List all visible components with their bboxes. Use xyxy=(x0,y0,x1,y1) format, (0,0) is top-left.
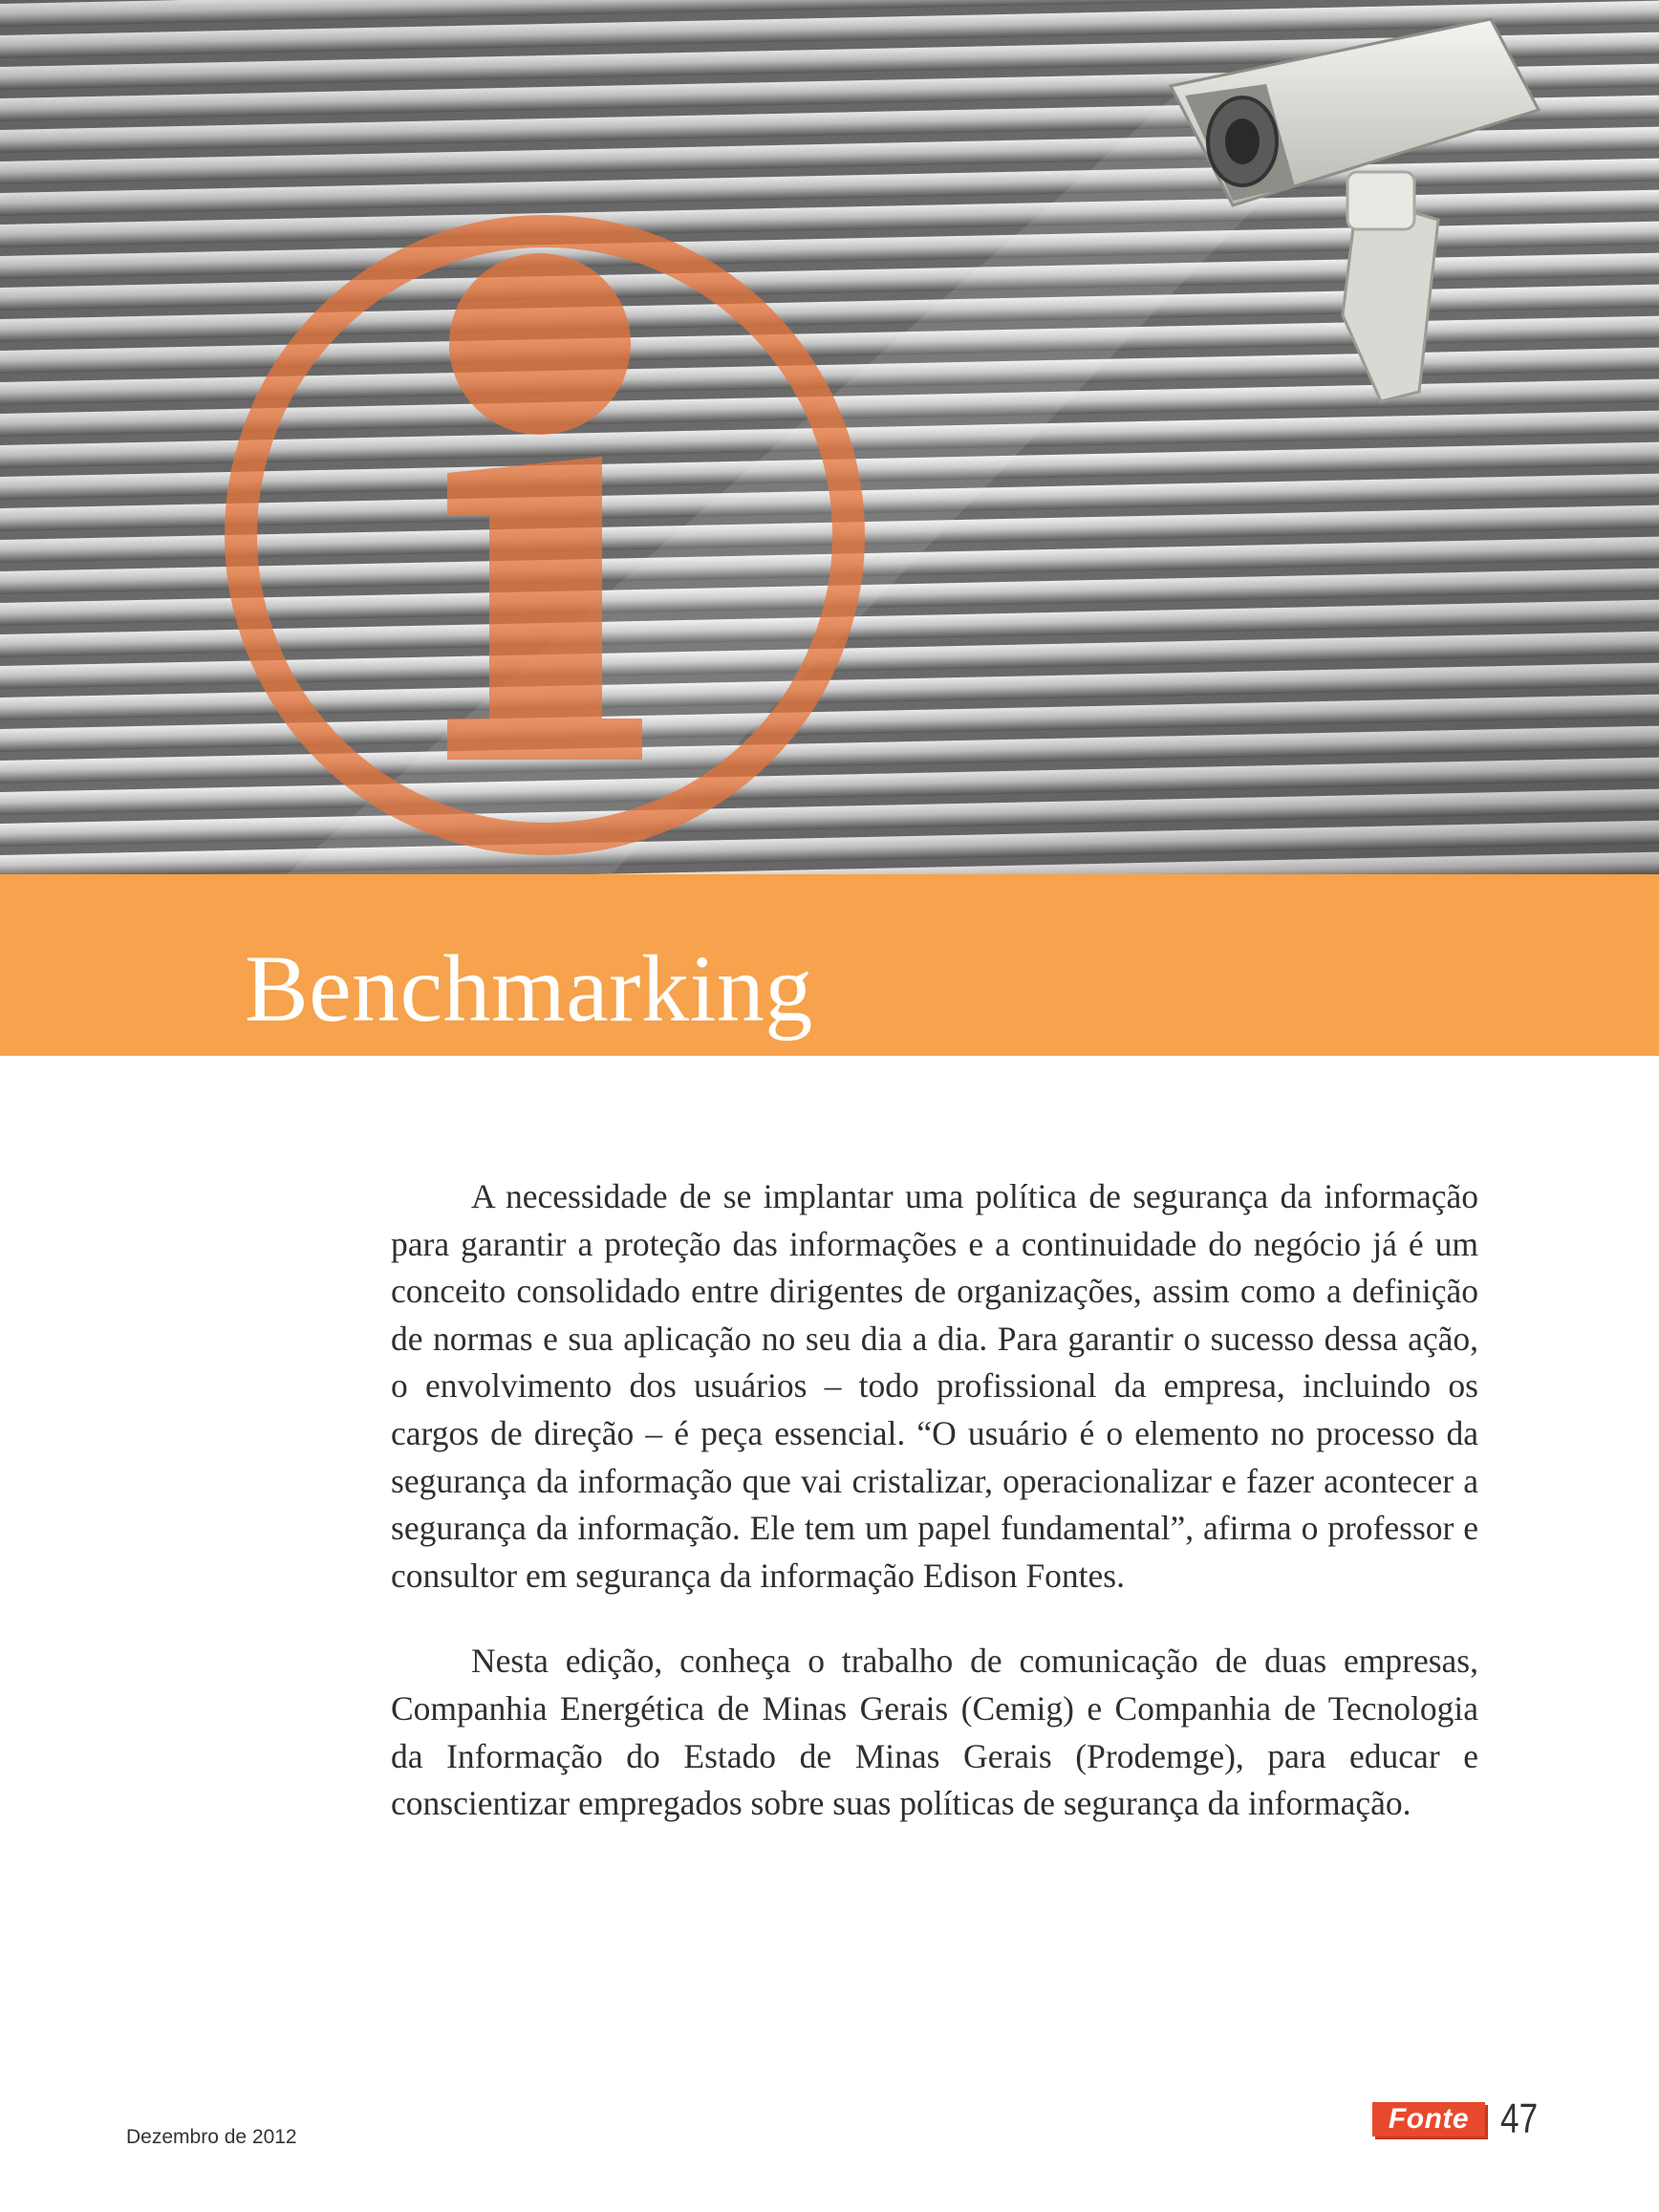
hero-photo xyxy=(0,0,1659,874)
page-number: 47 xyxy=(1500,2095,1539,2142)
page-title: Benchmarking xyxy=(245,935,813,1042)
title-band xyxy=(0,874,1659,1056)
fonte-logo: Fonte xyxy=(1372,2102,1485,2137)
article-paragraph: Nesta edição, conheça o trabalho de comunicação de duas empresas, Companhia Energética de Minas Gerais (Cemig) e Companhia de Tecnologia da Informação do Estado de Minas Gerais (Prodemge), para educar e conscientizar empregados sobre suas políticas de segurança da informação. xyxy=(391,1642,1478,1823)
article-paragraph: A necessidade de se implantar uma política de segurança da informação para garantir a proteção das informações e a continuidade do negócio já é um conceito consolidado entre dirigentes de organizações, assim como a definição de normas e sua aplicação no seu dia a dia. Para garantir o sucesso dessa ação, o envolvimento dos usuários – todo profissional da empresa, incluindo os cargos de direção – é peça essencial. “O usuário é o elemento no processo da segurança da informação que vai cristalizar, operacionalizar e fazer acontecer a segurança da informação. Ele tem um papel fundamental”, afirma o professor e consultor em segurança da informação Edison Fontes. xyxy=(391,1177,1478,1595)
article-body xyxy=(391,1173,1478,1828)
louvered-wall-illustration xyxy=(0,0,1659,874)
footer-date: Dezembro de 2012 xyxy=(126,2126,297,2148)
